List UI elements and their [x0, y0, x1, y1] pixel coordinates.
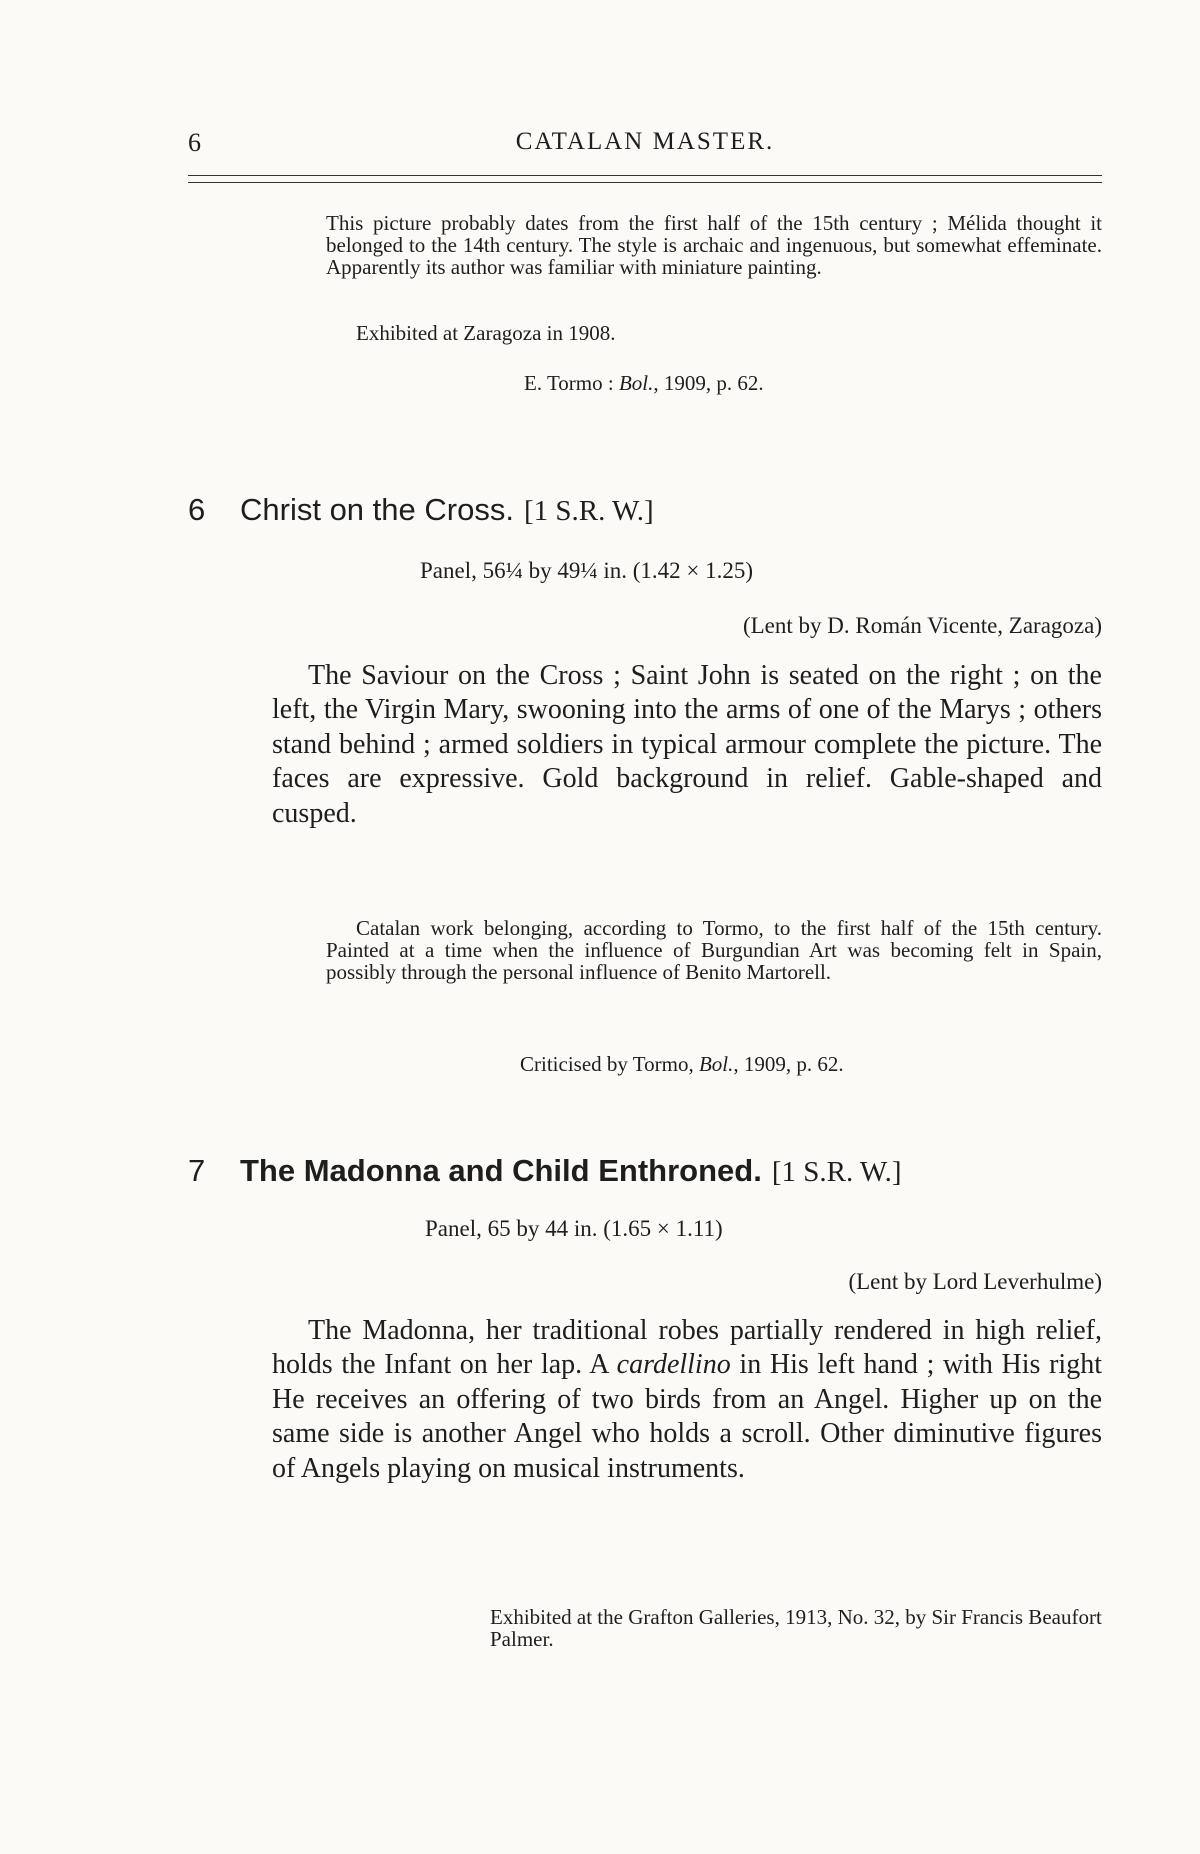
intro-citation-suffix: , 1909, p. 62. — [653, 371, 764, 395]
entry-6-citation-journal: Bol. — [698, 1052, 734, 1076]
entry-6-citation — [520, 1052, 844, 1077]
entry-7-description-text — [272, 1314, 1102, 1486]
intro-note-paragraph — [326, 212, 1102, 278]
entry-7-number: 7 — [188, 1153, 206, 1188]
entry-6-heading — [188, 492, 1102, 528]
entry-6-citation-prefix: Criticised by Tormo, — [520, 1052, 699, 1076]
entry-7-reference: [1 S.R. W.] — [771, 1156, 902, 1188]
entry-6-lender: (Lent by D. Román Vicente, Zaragoza) — [742, 613, 1102, 638]
entry-7-description-italic: cardellino — [616, 1349, 731, 1381]
entry-7-description-after: in His left hand ; with His right He receives an offering of two birds from an Angel. Higher up on the same side is another Angel who holds a scroll. Other diminutive figures of Angels playing on musical instruments. — [272, 1349, 1102, 1484]
entry-6-note-paragraph — [326, 917, 1102, 983]
entry-6-note-text: Catalan work belonging, according to Tormo, to the first half of the 15th century. Painted at a time when the influence of Burgundian Art was becoming felt in Spain, possibly through the personal influence of Benito Martorell. — [326, 916, 1102, 984]
entry-6-dimensions: Panel, 56¼ by 49¼ in. (1.42 × 1.25) — [420, 558, 754, 583]
entry-6-citation-suffix: , 1909, p. 62. — [733, 1052, 844, 1076]
intro-citation-journal: Bol. — [618, 371, 654, 395]
intro-citation — [524, 371, 764, 396]
entry-7-description-before: The Madonna, her traditional robes partially rendered in high relief, holds the Infant on her lap. A — [272, 1315, 1102, 1381]
entry-7-heading — [188, 1153, 1102, 1189]
page-header — [188, 128, 1102, 168]
page-number: 6 — [188, 128, 201, 157]
entry-6-reference: [1 S.R. W.] — [523, 495, 654, 527]
header-rule-bottom — [188, 182, 1102, 183]
intro-exhibited: Exhibited at Zaragoza in 1908. — [356, 321, 616, 345]
intro-note-text: This picture probably dates from the first half of the 15th century ; Mélida thought it belonged to the 14th century. The style is archaic and ingenuous, but somewhat effeminate. Apparently its author was familiar with miniature painting. — [326, 211, 1102, 279]
entry-6-note — [326, 917, 1102, 983]
running-title: CATALAN MASTER. — [515, 128, 775, 155]
entry-7-exhibited-text: Exhibited at the Grafton Galleries, 1913, No. 32, by Sir Francis Beaufort Palmer. — [490, 1605, 1102, 1651]
entry-6-title: Christ on the Cross. — [240, 492, 514, 527]
entry-7-lender: (Lent by Lord Leverhulme) — [848, 1269, 1102, 1294]
header-rule-top — [188, 175, 1102, 176]
entry-7-exhibited — [490, 1606, 1102, 1650]
entry-7-exhibited-paragraph — [490, 1606, 1102, 1650]
entry-7-dimensions: Panel, 65 by 44 in. (1.65 × 1.11) — [425, 1216, 723, 1241]
entry-7-title: The Madonna and Child Enthroned. — [240, 1153, 762, 1188]
intro-note — [326, 212, 1102, 278]
entry-6-description-text: The Saviour on the Cross ; Saint John is seated on the right ; on the left, the Virgin Mary, swooning into the arms of one of the Marys ; others stand behind ; armed soldiers in typical armour complete the picture. The faces are expressive. Gold background in relief. Gable-shaped and cusped. — [272, 660, 1102, 829]
entry-6-description — [272, 659, 1102, 831]
entry-6-number: 6 — [188, 492, 206, 527]
intro-citation-prefix: E. Tormo : — [524, 371, 619, 395]
entry-7-description — [272, 1314, 1102, 1486]
